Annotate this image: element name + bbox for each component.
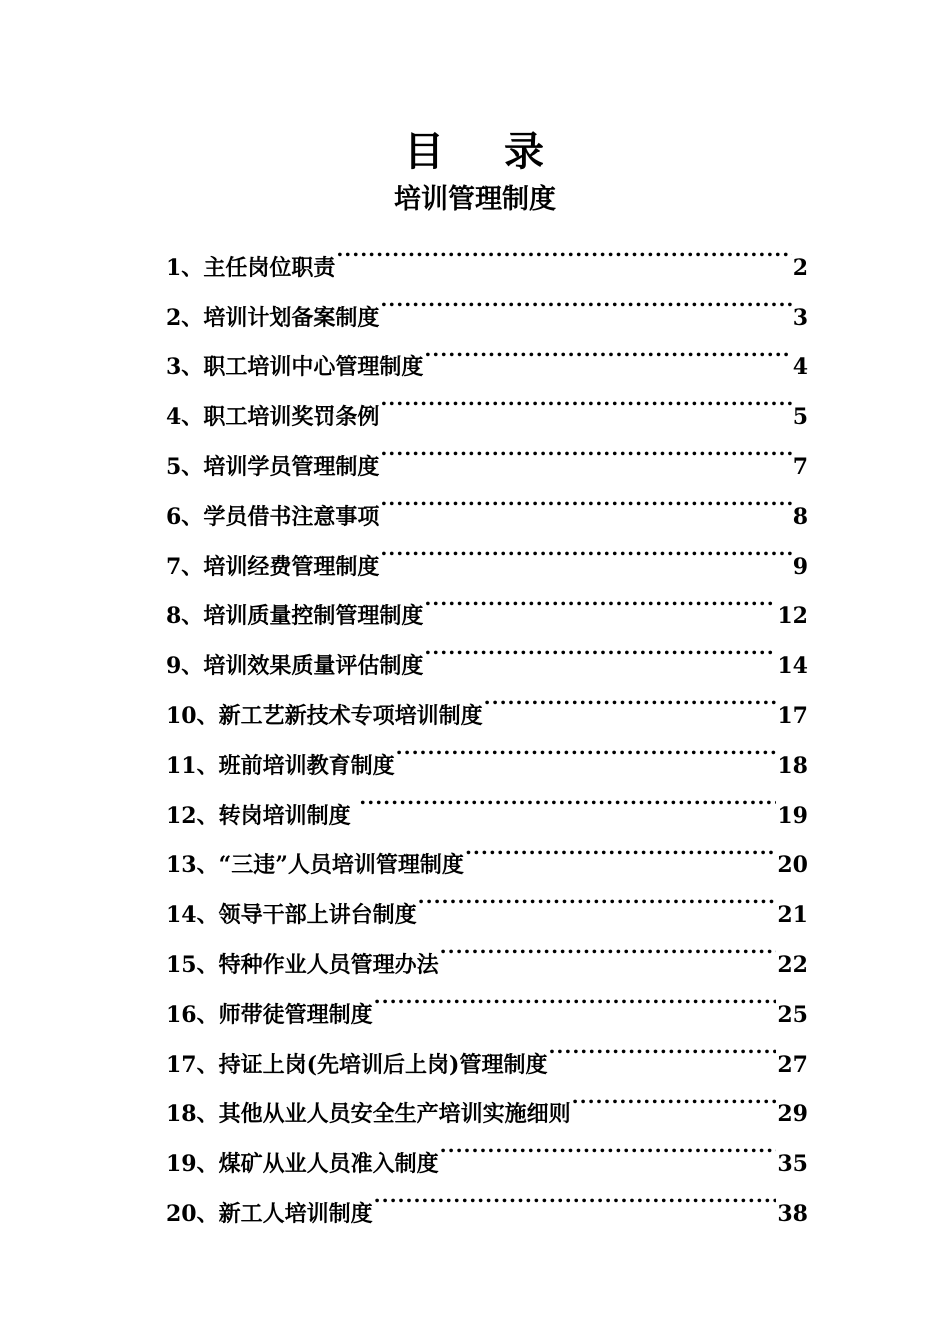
toc-entry-page-number: 18 bbox=[777, 752, 808, 779]
toc-entry[interactable] bbox=[166, 225, 808, 281]
toc-entry-title: 培训经费管理制度 bbox=[203, 553, 380, 580]
toc-entry-leader-dots bbox=[424, 623, 776, 673]
toc-entry-number: 20、 bbox=[166, 1200, 219, 1227]
toc-entry-leader-dots bbox=[572, 1072, 777, 1122]
toc-entry-number: 3、 bbox=[166, 354, 204, 381]
toc-entry-leader-dots bbox=[374, 1171, 777, 1221]
toc-entry-leader-dots bbox=[380, 424, 791, 474]
toc-entry-leader-dots bbox=[359, 773, 776, 823]
toc-title-char-2: 录 bbox=[504, 128, 546, 175]
toc-entry-number: 1、 bbox=[166, 254, 204, 281]
toc-entry-number: 12、 bbox=[166, 802, 219, 829]
toc-entry-page-number: 7 bbox=[792, 453, 808, 480]
toc-entry-title: 持证上岗(先培训后上岗)管理制度 bbox=[218, 1051, 548, 1078]
toc-entry-number: 8、 bbox=[166, 603, 204, 630]
toc-entry-title: 其他从业人员安全生产培训实施细则 bbox=[218, 1101, 571, 1128]
toc-entry-page-number: 29 bbox=[777, 1101, 808, 1128]
toc-entry-number: 6、 bbox=[166, 503, 204, 530]
toc-entry-title: 特种作业人员管理办法 bbox=[218, 951, 439, 978]
toc-entry-page-number: 19 bbox=[777, 802, 808, 829]
toc-entry-leader-dots bbox=[548, 1022, 776, 1072]
toc-entry-leader-dots bbox=[380, 474, 791, 524]
toc-entry-page-number: 17 bbox=[777, 702, 808, 729]
toc-entry-title: 主任岗位职责 bbox=[203, 254, 336, 281]
toc-entry-title: 培训学员管理制度 bbox=[203, 453, 380, 480]
toc-entry-leader-dots bbox=[424, 574, 776, 624]
toc-entry-title: 煤矿从业人员准入制度 bbox=[218, 1151, 439, 1178]
toc-entry-number: 15、 bbox=[166, 951, 219, 978]
toc-entry-page-number: 12 bbox=[777, 603, 808, 630]
toc-entry-page-number: 8 bbox=[792, 503, 808, 530]
toc-entry-title: “三违”人员培训管理制度 bbox=[218, 852, 464, 879]
toc-entry-title: 新工艺新技术专项培训制度 bbox=[218, 702, 483, 729]
toc-entry-title: 培训质量控制管理制度 bbox=[203, 603, 424, 630]
toc-entry-number: 18、 bbox=[166, 1101, 219, 1128]
toc-entry-page-number: 27 bbox=[777, 1051, 808, 1078]
toc-entry-title: 培训效果质量评估制度 bbox=[203, 653, 424, 680]
toc-entry-title: 学员借书注意事项 bbox=[203, 503, 380, 530]
toc-entry-title: 转岗培训制度 bbox=[218, 802, 359, 829]
toc-entry-page-number: 9 bbox=[792, 553, 808, 580]
toc-entry-number: 14、 bbox=[166, 902, 219, 929]
toc-entry-page-number: 22 bbox=[777, 951, 808, 978]
toc-entry-page-number: 21 bbox=[777, 902, 808, 929]
toc-entry-number: 13、 bbox=[166, 852, 219, 879]
toc-entry-number: 19、 bbox=[166, 1151, 219, 1178]
toc-entry-leader-dots bbox=[465, 823, 776, 873]
toc-entry-number: 4、 bbox=[166, 404, 204, 431]
toc-entry-page-number: 5 bbox=[792, 404, 808, 431]
toc-entry-leader-dots bbox=[380, 275, 791, 325]
toc-entry-page-number: 25 bbox=[777, 1001, 808, 1028]
toc-entry-leader-dots bbox=[440, 922, 777, 972]
toc-entry-page-number: 14 bbox=[777, 653, 808, 680]
toc-entry-number: 9、 bbox=[166, 653, 204, 680]
toc-entry-leader-dots bbox=[336, 225, 791, 275]
toc-entry-leader-dots bbox=[380, 524, 791, 574]
toc-entry-title: 领导干部上讲台制度 bbox=[218, 902, 417, 929]
toc-entry-title: 班前培训教育制度 bbox=[218, 752, 395, 779]
toc-entry-page-number: 2 bbox=[792, 254, 808, 281]
toc-entry-leader-dots bbox=[380, 374, 791, 424]
toc-entry-page-number: 35 bbox=[777, 1151, 808, 1178]
toc-entry-page-number: 38 bbox=[777, 1200, 808, 1227]
toc-entry-number: 5、 bbox=[166, 453, 204, 480]
toc-entry-leader-dots bbox=[374, 972, 777, 1022]
toc-entry-leader-dots bbox=[440, 1121, 777, 1171]
toc-entry-title: 师带徒管理制度 bbox=[218, 1001, 373, 1028]
toc-entry-leader-dots bbox=[418, 872, 777, 922]
toc-entry-title: 新工人培训制度 bbox=[218, 1200, 373, 1227]
toc-entry-page-number: 3 bbox=[792, 304, 808, 331]
toc-entry-number: 2、 bbox=[166, 304, 204, 331]
toc-entry-number: 11、 bbox=[166, 752, 219, 779]
toc-entry-number: 16、 bbox=[166, 1001, 219, 1028]
toc-entry-title: 职工培训奖罚条例 bbox=[203, 404, 380, 431]
toc-entry-page-number: 4 bbox=[792, 354, 808, 381]
toc-entry-number: 7、 bbox=[166, 553, 204, 580]
toc-list bbox=[166, 225, 808, 1227]
toc-entry-page-number: 20 bbox=[777, 852, 808, 879]
toc-title bbox=[0, 122, 950, 182]
toc-entry-number: 17、 bbox=[166, 1051, 219, 1078]
toc-entry-leader-dots bbox=[396, 723, 777, 773]
toc-entry-leader-dots bbox=[424, 325, 791, 375]
toc-subtitle: 培训管理制度 bbox=[394, 184, 556, 215]
toc-entry-title: 职工培训中心管理制度 bbox=[203, 354, 424, 381]
toc-entry-number: 10、 bbox=[166, 702, 219, 729]
toc-entry-leader-dots bbox=[484, 673, 777, 723]
toc-title-char-1: 目 bbox=[404, 128, 446, 175]
toc-entry-title: 培训计划备案制度 bbox=[203, 304, 380, 331]
